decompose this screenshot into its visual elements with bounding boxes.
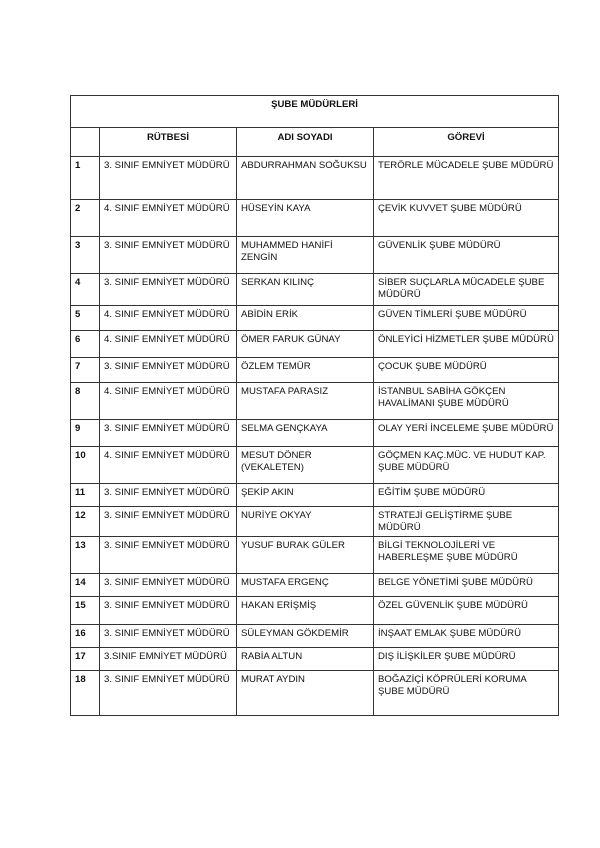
row-duty: GÜVENLİK ŞUBE MÜDÜRÜ — [374, 237, 559, 274]
row-name: ÖZLEM TEMÜR — [237, 358, 374, 383]
row-rank: 3. SINIF EMNİYET MÜDÜRÜ — [100, 274, 237, 306]
row-name: ŞEKİP AKIN — [237, 484, 374, 507]
row-rank: 3. SINIF EMNİYET MÜDÜRÜ — [100, 157, 237, 200]
row-rank: 4. SINIF EMNİYET MÜDÜRÜ — [100, 200, 237, 237]
row-name: SELMA GENÇKAYA — [237, 420, 374, 447]
row-number: 12 — [71, 507, 100, 537]
row-duty: ÇOCUK ŞUBE MÜDÜRÜ — [374, 358, 559, 383]
table-row — [71, 648, 559, 671]
row-name: SÜLEYMAN GÖKDEMİR — [237, 625, 374, 648]
row-number: 4 — [71, 274, 100, 306]
table-row — [71, 237, 559, 274]
row-number: 1 — [71, 157, 100, 200]
row-number: 14 — [71, 574, 100, 597]
row-name: YUSUF BURAK GÜLER — [237, 537, 374, 574]
row-rank: 4. SINIF EMNİYET MÜDÜRÜ — [100, 306, 237, 331]
row-rank: 4. SINIF EMNİYET MÜDÜRÜ — [100, 447, 237, 484]
table-row — [71, 358, 559, 383]
table-row — [71, 507, 559, 537]
row-rank: 3. SINIF EMNİYET MÜDÜRÜ — [100, 237, 237, 274]
row-duty: ÇEVİK KUVVET ŞUBE MÜDÜRÜ — [374, 200, 559, 237]
row-duty: ÖZEL GÜVENLİK ŞUBE MÜDÜRÜ — [374, 597, 559, 625]
row-rank: 3. SINIF EMNİYET MÜDÜRÜ — [100, 597, 237, 625]
column-header-rank: RÜTBESİ — [100, 128, 237, 157]
row-rank: 3.SINIF EMNİYET MÜDÜRÜ — [100, 648, 237, 671]
row-duty: STRATEJİ GELİŞTİRME ŞUBE MÜDÜRÜ — [374, 507, 559, 537]
branch-directors-table — [70, 95, 559, 716]
row-name: RABİA ALTUN — [237, 648, 374, 671]
row-rank: 3. SINIF EMNİYET MÜDÜRÜ — [100, 574, 237, 597]
row-duty: ÖNLEYİCİ HİZMETLER ŞUBE MÜDÜRÜ — [374, 331, 559, 358]
row-rank: 3. SINIF EMNİYET MÜDÜRÜ — [100, 625, 237, 648]
row-name: MESUT DÖNER (VEKALETEN) — [237, 447, 374, 484]
row-number: 16 — [71, 625, 100, 648]
row-duty: GÜVEN TİMLERİ ŞUBE MÜDÜRÜ — [374, 306, 559, 331]
row-rank: 4. SINIF EMNİYET MÜDÜRÜ — [100, 331, 237, 358]
row-number: 2 — [71, 200, 100, 237]
row-name: ABİDİN ERİK — [237, 306, 374, 331]
row-rank: 3. SINIF EMNİYET MÜDÜRÜ — [100, 537, 237, 574]
row-duty: GÖÇMEN KAÇ.MÜC. VE HUDUT KAP. ŞUBE MÜDÜRÜ — [374, 447, 559, 484]
row-rank: 3. SINIF EMNİYET MÜDÜRÜ — [100, 420, 237, 447]
table-row — [71, 447, 559, 484]
row-name: SERKAN KILINÇ — [237, 274, 374, 306]
row-number: 7 — [71, 358, 100, 383]
row-name: ABDURRAHMAN SOĞUKSU — [237, 157, 374, 200]
row-number: 5 — [71, 306, 100, 331]
table-row — [71, 200, 559, 237]
column-header-duty: GÖREVİ — [374, 128, 559, 157]
table-title: ŞUBE MÜDÜRLERİ — [71, 96, 559, 128]
row-name: MUHAMMED HANİFİ ZENGİN — [237, 237, 374, 274]
row-number: 3 — [71, 237, 100, 274]
row-name: MURAT AYDIN — [237, 671, 374, 716]
row-number: 11 — [71, 484, 100, 507]
row-number: 18 — [71, 671, 100, 716]
table-row — [71, 625, 559, 648]
row-name: MUSTAFA PARASIZ — [237, 383, 374, 420]
row-rank: 3. SINIF EMNİYET MÜDÜRÜ — [100, 671, 237, 716]
table-body — [71, 157, 559, 716]
row-name: MUSTAFA ERGENÇ — [237, 574, 374, 597]
row-duty: SİBER SUÇLARLA MÜCADELE ŞUBE MÜDÜRÜ — [374, 274, 559, 306]
row-rank: 4. SINIF EMNİYET MÜDÜRÜ — [100, 383, 237, 420]
column-header-no — [71, 128, 100, 157]
column-header-name: ADI SOYADI — [237, 128, 374, 157]
table-row — [71, 306, 559, 331]
row-number: 8 — [71, 383, 100, 420]
table-row — [71, 574, 559, 597]
row-number: 10 — [71, 447, 100, 484]
row-duty: BİLGİ TEKNOLOJİLERİ VE HABERLEŞME ŞUBE MÜDÜRÜ — [374, 537, 559, 574]
row-duty: İNŞAAT EMLAK ŞUBE MÜDÜRÜ — [374, 625, 559, 648]
row-number: 15 — [71, 597, 100, 625]
table-row — [71, 420, 559, 447]
row-duty: BELGE YÖNETİMİ ŞUBE MÜDÜRÜ — [374, 574, 559, 597]
row-number: 6 — [71, 331, 100, 358]
row-duty: EĞİTİM ŞUBE MÜDÜRÜ — [374, 484, 559, 507]
table-row — [71, 537, 559, 574]
table-row — [71, 331, 559, 358]
row-duty: TERÖRLE MÜCADELE ŞUBE MÜDÜRÜ — [374, 157, 559, 200]
row-duty: İSTANBUL SABİHA GÖKÇEN HAVALİMANI ŞUBE MÜDÜRÜ — [374, 383, 559, 420]
row-duty: BOĞAZİÇİ KÖPRÜLERİ KORUMA ŞUBE MÜDÜRÜ — [374, 671, 559, 716]
table-row — [71, 383, 559, 420]
table-row — [71, 274, 559, 306]
row-number: 17 — [71, 648, 100, 671]
row-name: HAKAN ERİŞMİŞ — [237, 597, 374, 625]
row-number: 13 — [71, 537, 100, 574]
row-duty: DIŞ İLİŞKİLER ŞUBE MÜDÜRÜ — [374, 648, 559, 671]
table-row — [71, 157, 559, 200]
row-rank: 3. SINIF EMNİYET MÜDÜRÜ — [100, 484, 237, 507]
table-row — [71, 597, 559, 625]
row-number: 9 — [71, 420, 100, 447]
row-name: HÜSEYİN KAYA — [237, 200, 374, 237]
row-name: NURİYE OKYAY — [237, 507, 374, 537]
row-rank: 3. SINIF EMNİYET MÜDÜRÜ — [100, 507, 237, 537]
table-row — [71, 671, 559, 716]
row-duty: OLAY YERİ İNCELEME ŞUBE MÜDÜRÜ — [374, 420, 559, 447]
row-rank: 3. SINIF EMNİYET MÜDÜRÜ — [100, 358, 237, 383]
row-name: ÖMER FARUK GÜNAY — [237, 331, 374, 358]
table-row — [71, 484, 559, 507]
